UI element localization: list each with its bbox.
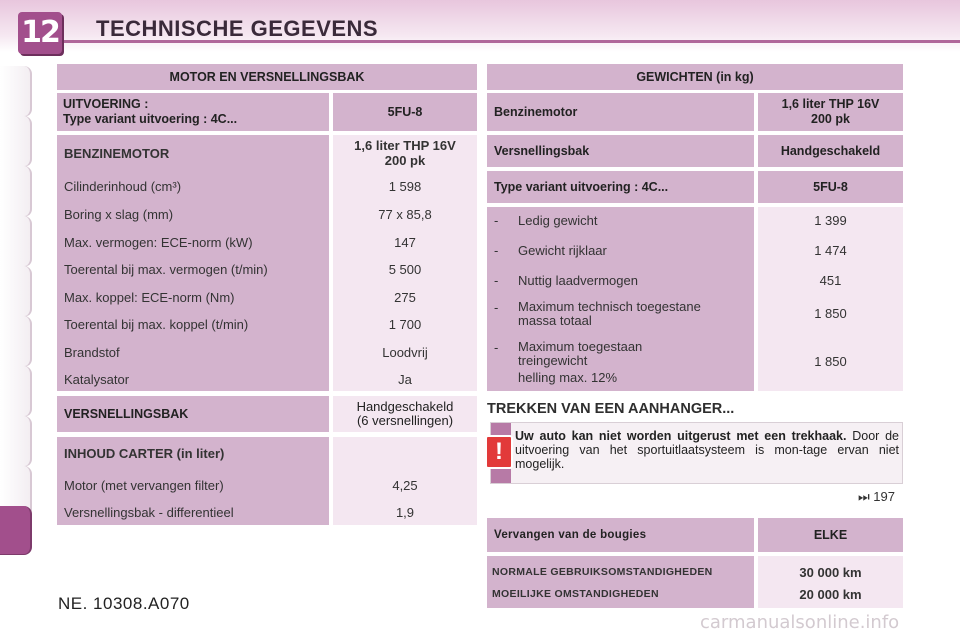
chapter-tab[interactable]: [0, 266, 32, 317]
weight-label-max-total: [518, 300, 701, 328]
carter-label: INHOUD CARTER (in liter): [64, 446, 225, 461]
weights-engine-label: Benzinemotor: [487, 93, 754, 131]
weight-dash: -: [494, 273, 499, 288]
weight-label: Gewicht rijklaar: [518, 243, 607, 258]
weight-label: Ledig gewicht: [518, 213, 598, 228]
engine-type-value-line-2: 200 pk: [384, 153, 426, 168]
chapter-tabs: [0, 66, 34, 576]
weight-dash: -: [494, 243, 499, 258]
carter-row-label: Versnellingsbak - differentieel: [64, 505, 234, 520]
carter-row-value: 1,9: [395, 505, 415, 520]
weights-type-value: 5FU-8: [758, 171, 903, 203]
weight-value: 1 474: [814, 243, 847, 258]
weight-label: Nuttig laadvermogen: [518, 273, 638, 288]
max-train-line-3: helling max. 12%: [518, 370, 617, 385]
towing-warning-box: [490, 422, 903, 484]
warning-body-text: Door de uitvoering van het sportuitlaatsysteem is mon-tage ervan niet mogelijk.: [515, 429, 899, 471]
version-label-line-2: Type variant uitvoering : 4C...: [63, 112, 238, 126]
weight-value: 451: [819, 273, 842, 288]
gearbox-value: [333, 396, 477, 432]
normal-conditions-value: 30 000 km: [799, 565, 862, 580]
spec-label: Brandstof: [64, 345, 120, 360]
chapter-tab[interactable]: [0, 66, 32, 117]
towing-section-title: TREKKEN VAN EEN AANHANGER...: [487, 401, 735, 417]
warning-icon: !: [485, 435, 513, 469]
carter-row-value: 4,25: [392, 478, 418, 493]
page-reference[interactable]: ⏭ 197: [858, 489, 896, 504]
weight-dash: -: [494, 213, 499, 228]
weight-value-max-train: 1 850: [814, 354, 847, 369]
weight-value: 1 399: [814, 213, 847, 228]
max-train-line-1: Maximum toegestaan: [518, 339, 643, 354]
chapter-tab[interactable]: [0, 366, 32, 417]
carter-row-label: Motor (met vervangen filter): [64, 478, 224, 493]
engine-type-value-line-1: 1,6 liter THP 16V: [354, 138, 456, 153]
weights-engine-value-line-1: 1,6 liter THP 16V: [781, 97, 880, 111]
spec-value: Loodvrij: [382, 345, 428, 360]
max-train-line-2: treingewicht: [518, 353, 588, 368]
weights-gearbox-label: Versnellingsbak: [487, 135, 754, 167]
spec-value: 77 x 85,8: [378, 207, 432, 222]
weight-dash: -: [494, 340, 499, 355]
weight-dash: -: [494, 300, 499, 315]
engine-type-value: [333, 138, 477, 168]
weight-label-max-train: [518, 340, 642, 385]
spec-label: Toerental bij max. vermogen (t/min): [64, 262, 268, 277]
normal-conditions-label: NORMALE GEBRUIKSOMSTANDIGHEDEN: [492, 566, 713, 578]
weights-gearbox-value: Handgeschakeld: [758, 135, 903, 167]
plugs-label: Vervangen van de bougies: [487, 518, 754, 552]
spec-value: 275: [394, 290, 416, 305]
version-value: 5FU-8: [333, 93, 477, 131]
max-total-line-2: massa totaal: [518, 313, 592, 328]
plugs-conditions-label-column: [487, 556, 754, 608]
hard-conditions-value: 20 000 km: [799, 587, 862, 602]
spec-label: Katalysator: [64, 372, 130, 387]
chapter-tab-active[interactable]: [0, 506, 32, 555]
page-title: TECHNISCHE GEGEVENS: [96, 16, 379, 41]
warning-text: [515, 429, 899, 471]
watermark: carmanualsonline.info: [700, 612, 900, 633]
gearbox-value-line-1: Handgeschakeld: [356, 399, 454, 414]
spec-label: Max. koppel: ECE-norm (Nm): [64, 290, 235, 305]
chapter-tab[interactable]: [0, 416, 32, 467]
spec-value: 1 598: [388, 179, 422, 194]
version-label-line-1: UITVOERING :: [63, 97, 149, 111]
gearbox-label: VERSNELLINGSBAK: [57, 396, 329, 432]
spec-label: Max. vermogen: ECE-norm (kW): [64, 235, 253, 250]
spec-value: 147: [394, 235, 416, 250]
chapter-tab[interactable]: [0, 116, 32, 167]
chapter-number-badge: 12: [18, 12, 62, 54]
weights-table-heading: GEWICHTEN (in kg): [487, 64, 903, 90]
chapter-tab[interactable]: [0, 216, 32, 267]
plugs-value: ELKE: [758, 518, 903, 552]
spec-label: Boring x slag (mm): [64, 207, 174, 222]
version-label: [57, 93, 329, 131]
spec-value: Ja: [398, 372, 412, 387]
spec-label: Cilinderinhoud (cm³): [64, 179, 182, 194]
weights-type-label: Type variant uitvoering : 4C...: [487, 171, 754, 203]
spec-value: 5 500: [388, 262, 422, 277]
hard-conditions-label: MOEILIJKE OMSTANDIGHEDEN: [492, 588, 659, 600]
engine-type-label: BENZINEMOTOR: [64, 146, 170, 161]
document-code: NE. 10308.A070: [58, 594, 190, 613]
warning-bold-text: Uw auto kan niet worden uitgerust met een trekhaak.: [515, 429, 847, 443]
spec-label: Toerental bij max. koppel (t/min): [64, 317, 249, 332]
max-total-line-1: Maximum technisch toegestane: [518, 299, 701, 314]
weights-engine-value-line-2: 200 pk: [811, 112, 850, 126]
weight-value-max-total: 1 850: [814, 306, 847, 321]
engine-table-heading: MOTOR EN VERSNELLINGSBAK: [57, 64, 477, 90]
weights-engine-value: [758, 93, 903, 131]
chapter-tab[interactable]: [0, 316, 32, 367]
spec-value: 1 700: [388, 317, 422, 332]
chapter-tab[interactable]: [0, 166, 32, 217]
gearbox-value-line-2: (6 versnellingen): [356, 413, 454, 428]
